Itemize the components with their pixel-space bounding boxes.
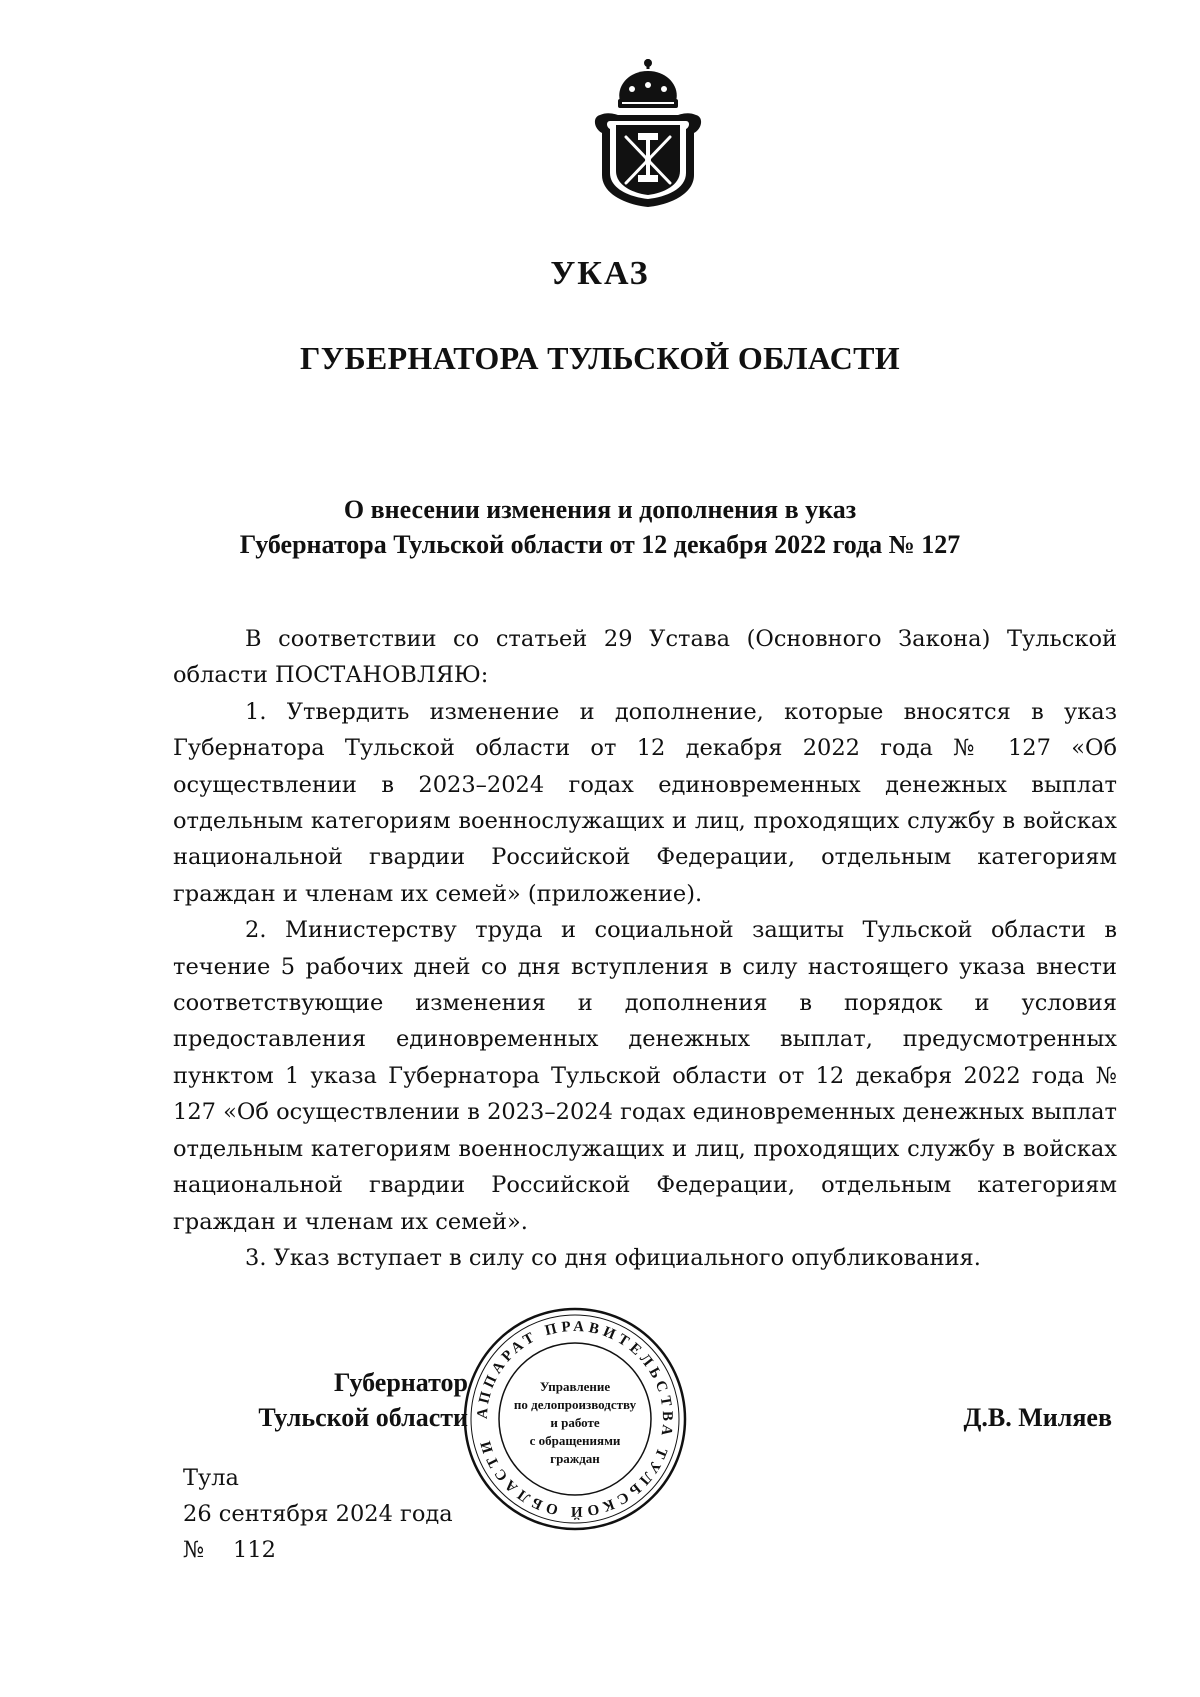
signatory-name: Д.В. Миляев: [963, 1403, 1112, 1432]
document-title: УКАЗ: [550, 255, 650, 292]
clause-3-paragraph: 3. Указ вступает в силу со дня официального опубликования.: [245, 1244, 981, 1271]
subject-line-2: Губернатора Тульской области от 12 декабря 2022 года № 127: [239, 530, 961, 559]
decree-subject: [0, 492, 1200, 562]
issue-date: 26 сентября 2024 года: [183, 1501, 453, 1527]
number-value: 112: [233, 1537, 276, 1563]
issue-city: Тула: [183, 1465, 239, 1491]
clause-2-paragraph: 2. Министерству труда и социальной защиты Тульской области в течение 5 рабочих дней со дня вступления в силу настоящего указа внести соответствующие изменения и дополнения в порядок и условия предоставления единовременных денежных выплат, предусмотренных пунктом 1 указа Губернатора Тульской области от 12 декабря 2022 года № 127 «Об осуществлении в 2023–2024 годах единовременных денежных выплат отдельным категориям военнослужащих и лиц, проходящих службу в войсках национальной гвардии Российской Федерации, отдельным категориям граждан и членам их семей».: [173, 917, 1117, 1235]
preamble-paragraph: В соответствии со статьей 29 Устава (Основного Закона) Тульской области ПОСТАНОВЛЯЮ:: [173, 626, 1117, 689]
seal-line: граждан: [550, 1451, 600, 1466]
subject-line-1: О внесении изменения и дополнения в указ: [343, 495, 857, 524]
seal-line: с обращениями: [529, 1433, 621, 1448]
seal-line: Управление: [539, 1379, 611, 1394]
decree-number: [183, 1532, 453, 1568]
document-footer: [183, 1460, 453, 1568]
seal-ring-text: АППАРАТ ПРАВИТЕЛЬСТВА ТУЛЬСКОЙ ОБЛАСТИ: [474, 1318, 676, 1520]
clause-1-paragraph: 1. Утвердить изменение и дополнение, которые вносятся в указ Губернатора Тульской области от 12 декабря 2022 года № 127 «Об осуществлении в 2023–2024 годах единовременных денежных выплат отдельным категориям военнослужащих и лиц, проходящих службу в войсках национальной гвардии Российской Федерации, отдельным категориям граждан и членам их семей» (приложение).: [173, 698, 1117, 907]
decree-body: [173, 621, 1117, 1276]
seal-line: по делопроизводству: [513, 1397, 637, 1412]
number-sign: №: [183, 1537, 205, 1563]
signatory-title: [180, 1365, 468, 1435]
seal-center-text: [505, 1378, 645, 1468]
tula-coat-of-arms-icon: [592, 57, 704, 209]
signatory-title-line-1: Губернатор: [333, 1368, 468, 1397]
signatory-title-line-2: Тульской области: [258, 1403, 468, 1432]
issuer-title: ГУБЕРНАТОРА ТУЛЬСКОЙ ОБЛАСТИ: [300, 340, 900, 376]
seal-line: и работе: [550, 1415, 600, 1430]
